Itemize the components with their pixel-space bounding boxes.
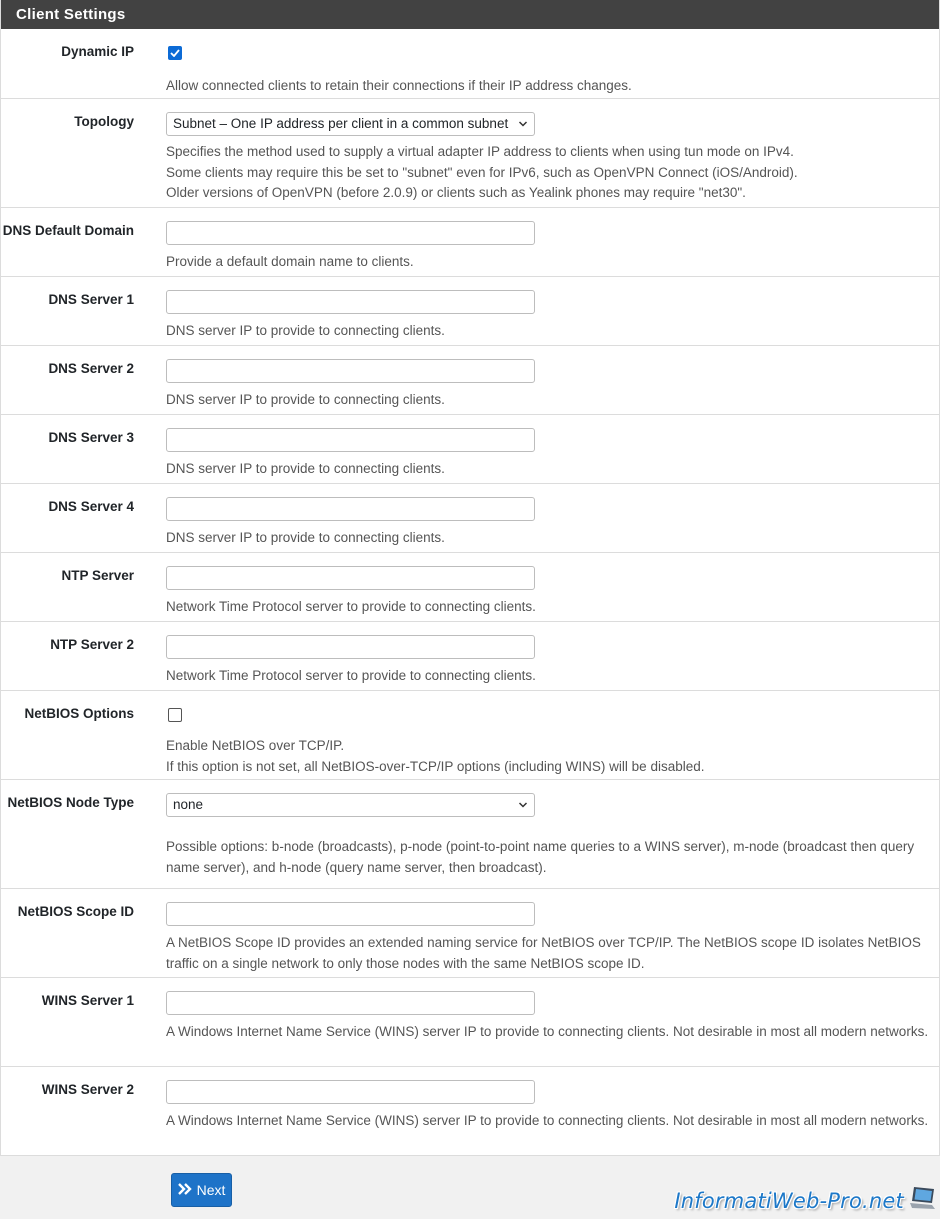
wins2-input[interactable] <box>166 1080 535 1104</box>
field-label: NetBIOS Node Type <box>7 795 134 810</box>
form-row-dns-domain <box>1 208 939 277</box>
form-row-dynamic-ip <box>1 29 939 99</box>
field-control <box>166 221 933 273</box>
form-row-dns1 <box>1 277 939 346</box>
netbios-checkbox[interactable] <box>168 708 182 722</box>
field-help-text <box>166 459 933 480</box>
watermark-text: InformatiWeb-Pro.net <box>674 1188 904 1213</box>
field-help-text <box>166 1111 933 1132</box>
field-label: DNS Server 3 <box>48 430 134 445</box>
field-control <box>166 902 933 974</box>
double-chevron-right-icon <box>178 1182 192 1198</box>
field-label: DNS Default Domain <box>2 223 134 238</box>
ntp1-input[interactable] <box>166 566 535 590</box>
select-value: none <box>173 797 204 812</box>
field-label: NTP Server 2 <box>50 637 134 652</box>
help-line: Provide a default domain name to clients. <box>166 254 414 269</box>
field-label: DNS Server 2 <box>48 361 134 376</box>
field-label: Dynamic IP <box>61 44 134 59</box>
form-row-wins1 <box>1 978 939 1067</box>
form-row-topology <box>1 99 939 208</box>
help-line: Older versions of OpenVPN (before 2.0.9) or clients such as Yealink phones may require "net30". <box>166 185 746 200</box>
check-icon <box>170 49 180 57</box>
chevron-down-icon <box>518 113 528 136</box>
field-help-text <box>166 736 933 777</box>
field-label: NetBIOS Scope ID <box>17 904 134 919</box>
help-line: Some clients may require this be set to "subnet" even for IPv6, such as OpenVPN Connect (iOS/Android). <box>166 164 798 180</box>
form-row-ntp2 <box>1 622 939 691</box>
form-row-ntp1 <box>1 553 939 622</box>
help-line: Network Time Protocol server to provide to connecting clients. <box>166 599 536 614</box>
form-row-dns3 <box>1 415 939 484</box>
help-line: DNS server IP to provide to connecting clients. <box>166 530 445 545</box>
help-line: A Windows Internet Name Service (WINS) server IP to provide to connecting clients. Not desirable in most all modern networks. <box>166 1113 929 1128</box>
dynamic-ip-checkbox[interactable] <box>168 46 182 60</box>
field-label: NetBIOS Options <box>24 706 134 721</box>
field-help-text <box>166 666 933 687</box>
panel-title: Client Settings <box>1 0 939 29</box>
netbios-node-select[interactable] <box>166 793 535 817</box>
field-control <box>166 704 933 774</box>
help-line: DNS server IP to provide to connecting clients. <box>166 461 445 476</box>
form-row-dns4 <box>1 484 939 553</box>
help-line: DNS server IP to provide to connecting clients. <box>166 323 445 338</box>
help-line: Network Time Protocol server to provide to connecting clients. <box>166 668 536 683</box>
field-help-text <box>166 528 933 549</box>
field-help-text <box>166 142 933 204</box>
field-control <box>166 112 933 200</box>
field-help-text <box>166 390 933 411</box>
field-control <box>166 428 933 480</box>
field-help-text <box>166 252 933 273</box>
settings-form <box>1 29 939 1156</box>
netbios-scope-input[interactable] <box>166 902 535 926</box>
dns3-input[interactable] <box>166 428 535 452</box>
field-label: DNS Server 1 <box>48 292 134 307</box>
field-help-text <box>166 837 933 878</box>
field-label: Topology <box>74 114 134 129</box>
field-help-text <box>166 933 933 974</box>
field-control <box>166 290 933 342</box>
help-line: DNS server IP to provide to connecting clients. <box>166 392 445 407</box>
field-help-text <box>166 321 933 342</box>
field-control <box>166 566 933 618</box>
field-control <box>166 42 933 93</box>
dns2-input[interactable] <box>166 359 535 383</box>
help-line: A NetBIOS Scope ID provides an extended naming service for NetBIOS over TCP/IP. The NetBIOS scope ID isolates NetBIOS traffic on a single network to only those nodes with the same NetBIOS scope ID. <box>166 935 921 971</box>
form-row-netbios-node <box>1 780 939 889</box>
field-control <box>166 497 933 549</box>
next-button[interactable] <box>171 1173 232 1207</box>
watermark <box>674 1185 936 1216</box>
help-line: Possible options: b-node (broadcasts), p-node (point-to-point name queries to a WINS server), m-node (broadcast then query name server), and h-node (query name server, then broadcast). <box>166 839 915 875</box>
field-control <box>166 793 933 875</box>
field-help-text <box>166 1022 933 1043</box>
help-line: Enable NetBIOS over TCP/IP. <box>166 738 345 753</box>
next-button-label: Next <box>196 1182 226 1198</box>
select-value: Subnet – One IP address per client in a common subnet <box>173 116 509 131</box>
dns4-input[interactable] <box>166 497 535 521</box>
form-row-wins2 <box>1 1067 939 1156</box>
dns1-input[interactable] <box>166 290 535 314</box>
chevron-down-icon <box>518 794 528 817</box>
help-line: A Windows Internet Name Service (WINS) server IP to provide to connecting clients. Not desirable in most all modern networks. <box>166 1024 929 1039</box>
field-help-text <box>166 597 933 618</box>
dns-domain-input[interactable] <box>166 221 535 245</box>
wins1-input[interactable] <box>166 991 535 1015</box>
field-label: NTP Server <box>61 568 134 583</box>
topology-select[interactable] <box>166 112 535 136</box>
field-label: WINS Server 1 <box>41 993 134 1008</box>
field-control <box>166 991 933 1043</box>
field-label: WINS Server 2 <box>41 1082 134 1097</box>
field-help-text <box>166 76 933 97</box>
field-control <box>166 1080 933 1132</box>
laptop-icon <box>908 1185 936 1216</box>
field-control <box>166 359 933 411</box>
form-row-netbios <box>1 691 939 780</box>
form-row-netbios-scope <box>1 889 939 978</box>
ntp2-input[interactable] <box>166 635 535 659</box>
help-line: Specifies the method used to supply a virtual adapter IP address to clients when using tun mode on IPv4. <box>166 144 794 159</box>
field-control <box>166 635 933 687</box>
help-line: If this option is not set, all NetBIOS-over-TCP/IP options (including WINS) will be disabled. <box>166 758 705 774</box>
field-label: DNS Server 4 <box>48 499 134 514</box>
help-line: Allow connected clients to retain their connections if their IP address changes. <box>166 78 632 93</box>
form-row-dns2 <box>1 346 939 415</box>
